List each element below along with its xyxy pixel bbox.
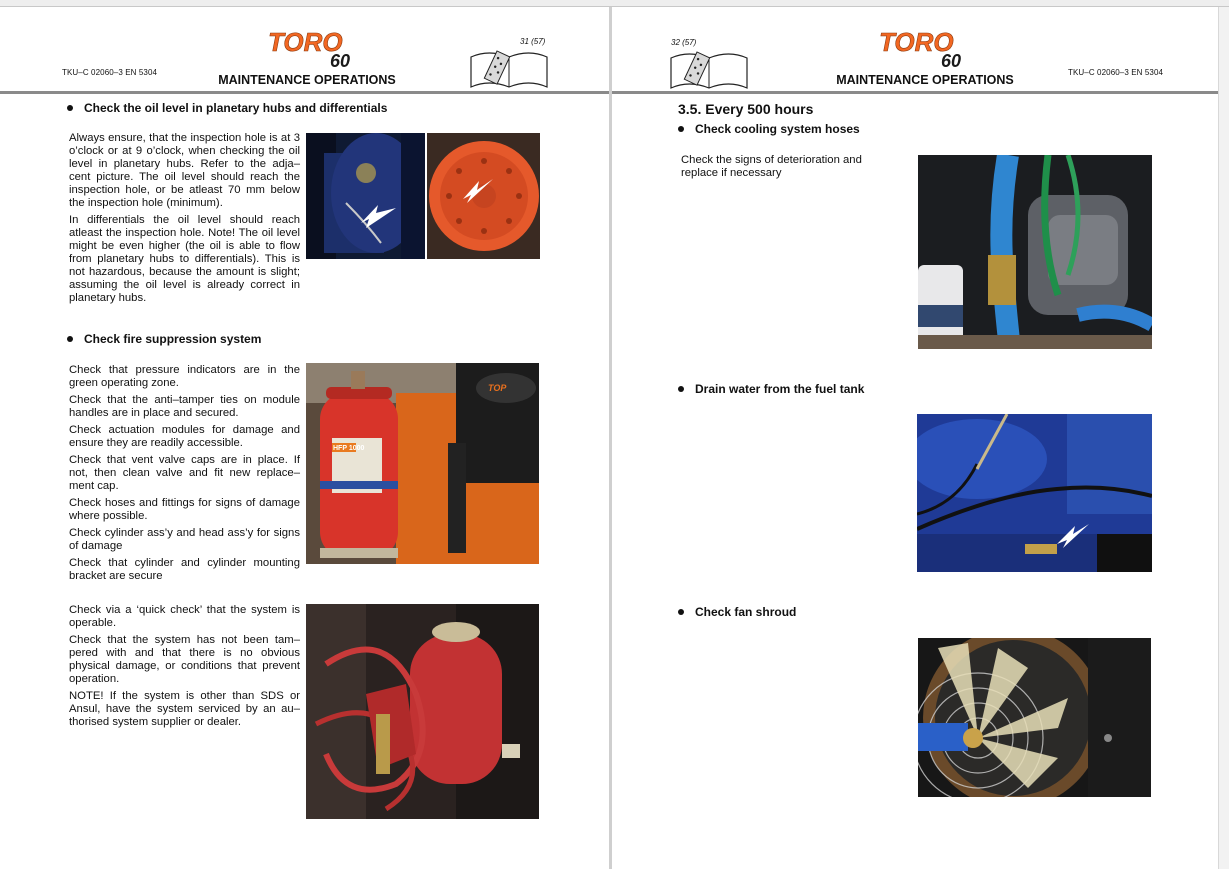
paragraph: Check that the anti–tamper ties on module handles are in place and secured. [69, 394, 300, 419]
oil-level-text [69, 132, 300, 309]
toro-60-logo [266, 29, 376, 69]
section-title: MAINTENANCE OPERATIONS [836, 73, 1014, 87]
fire-suppression-heading: Check fire suppression system [67, 332, 261, 346]
open-book-icon [669, 48, 749, 90]
photo-cooling-hoses [918, 155, 1152, 349]
paragraph: Check that vent valve caps are in place. If not, then clean valve and fit new replace– ment cap. [69, 454, 300, 492]
viewer-scroll-edge [1218, 7, 1229, 869]
paragraph: In differentials the oil level should reach atleast the inspection hole. Note! The oil level might be even higher (the oil is able to flow from planetary hubs to differentials). This is not hazardous, because the amount is slight; assuming the oil level is already correct in planetary hubs. [69, 214, 300, 304]
photo-fire-suppression-cylinder [306, 604, 539, 819]
bullet-icon [678, 126, 684, 132]
oil-level-heading: Check the oil level in planetary hubs and differentials [67, 101, 387, 115]
manual-page-31 [0, 7, 609, 869]
document-code: TKU–C 02060–3 EN 5304 [62, 68, 158, 77]
photo-hub-oil-plug [427, 133, 540, 259]
page-number: 32 (57) [671, 38, 697, 47]
paragraph: Check via a ‘quick check’ that the system is operable. [69, 604, 300, 629]
paragraph: Check that pressure indicators are in the green operating zone. [69, 364, 300, 389]
bullet-icon [678, 609, 684, 615]
paragraph: Check actuation modules for damage and ensure they are readily accessible. [69, 424, 300, 449]
paragraph: Check cylinder ass’y and head ass’y for signs of damage [69, 527, 300, 552]
page-number: 31 (57) [520, 37, 546, 46]
paragraph: NOTE! If the system is other than SDS or Ansul, have the system serviced by an au– thorised system supplier or dealer. [69, 690, 300, 728]
extinguisher-label: HFP 1000 [333, 445, 365, 452]
logo-word: TORO [268, 29, 343, 57]
machine-label: TOP [488, 383, 507, 393]
paragraph: Check that cylinder and cylinder mounting bracket are secure [69, 557, 300, 582]
toro-60-logo [877, 29, 987, 69]
bullet-icon [678, 386, 684, 392]
manual-page-32 [612, 7, 1218, 869]
viewer-top-border [0, 0, 1229, 7]
header-rule [612, 91, 1218, 94]
logo-number: 60 [330, 51, 351, 69]
logo-number: 60 [941, 51, 962, 69]
bullet-icon [67, 336, 73, 342]
open-book-icon [469, 47, 549, 89]
document-code: TKU–C 02060–3 EN 5304 [1068, 68, 1164, 77]
header-rule [0, 91, 609, 94]
photo-planetary-hub-inspection [306, 133, 425, 259]
fan-shroud-heading: Check fan shroud [678, 605, 796, 619]
photo-fuel-tank-drain [917, 414, 1152, 572]
paragraph: Always ensure, that the inspection hole is at 3 o’clock or at 9 o’clock, when checking the oil level in planetary hubs. Refer to the adja– cent picture. The oil level should reach the inspection hole, or be atleast 70 mm below the inspection hole (minimum). [69, 132, 300, 209]
section-title: MAINTENANCE OPERATIONS [218, 73, 396, 87]
drain-water-heading: Drain water from the fuel tank [678, 382, 864, 396]
paragraph: Check the signs of deterioration and replace if necessary [681, 154, 862, 179]
cooling-hoses-heading: Check cooling system hoses [678, 122, 860, 136]
logo-word: TORO [879, 29, 954, 57]
paragraph: Check that the system has not been tam– pered with and that there is no obvious physical damage, or conditions that prevent operation. [69, 634, 300, 685]
fire-suppression-text-2 [69, 604, 300, 733]
paragraph: Check hoses and fittings for signs of damage where possible. [69, 497, 300, 522]
cooling-hoses-text [681, 154, 891, 184]
fire-suppression-text [69, 364, 300, 587]
section-heading: 3.5. Every 500 hours [678, 101, 814, 117]
photo-fan-shroud [918, 638, 1151, 797]
photo-fire-extinguisher-tank [306, 363, 539, 564]
bullet-icon [67, 105, 73, 111]
